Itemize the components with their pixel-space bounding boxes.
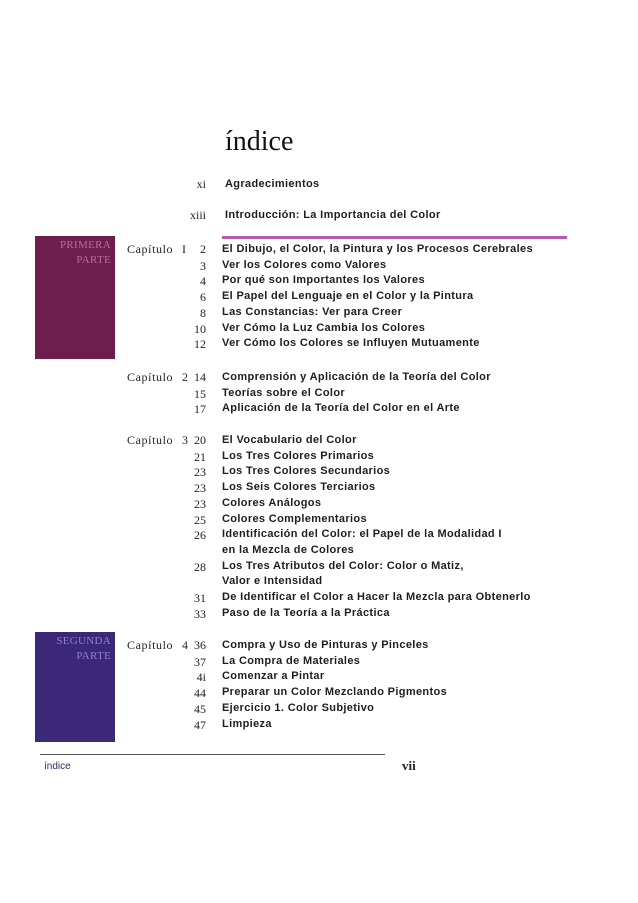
toc-entry: Limpieza bbox=[222, 717, 272, 730]
toc-page-number: 33 bbox=[194, 606, 206, 621]
chapter-number: 4 bbox=[182, 638, 189, 652]
toc-page-number: 8 bbox=[200, 305, 206, 320]
toc-entry: Ver Cómo la Luz Cambia los Colores bbox=[222, 321, 426, 334]
toc-page-number: 28 bbox=[194, 559, 206, 574]
toc-page-number: 6 bbox=[200, 290, 206, 305]
toc-entry: Colores Complementarios bbox=[222, 512, 367, 525]
toc-page-number: 23 bbox=[194, 481, 206, 496]
chapter-label: Capítulo bbox=[127, 370, 174, 384]
toc-entry: Identificación del Color: el Papel de la Modalidad I bbox=[222, 528, 502, 541]
toc-entry: Los Tres Atributos del Color: Color o Matiz, bbox=[222, 559, 464, 572]
toc-entry: Ver los Colores como Valores bbox=[222, 258, 387, 271]
toc-page-number: 15 bbox=[194, 386, 206, 401]
toc-page-number: 23 bbox=[194, 465, 206, 480]
toc-page-number: 17 bbox=[194, 402, 206, 417]
chapter-number: 2 bbox=[182, 370, 189, 384]
toc-page-number: 45 bbox=[194, 701, 206, 716]
toc-page-number: 26 bbox=[194, 528, 206, 543]
toc-entry: Paso de la Teoría a la Práctica bbox=[222, 606, 390, 619]
footer-section-label: índice bbox=[44, 761, 71, 772]
toc-entry-continuation: Valor e Intensidad bbox=[222, 575, 323, 588]
chapter-number: 3 bbox=[182, 433, 189, 447]
toc-entry: Los Seis Colores Terciarios bbox=[222, 481, 376, 494]
chapter-label: Capítulo bbox=[127, 638, 174, 652]
toc-page-number: 20 bbox=[194, 433, 206, 447]
toc-entry: Agradecimientos bbox=[225, 178, 320, 190]
chapter-label: Capítulo bbox=[127, 433, 174, 447]
toc-page-number: 10 bbox=[194, 321, 206, 336]
footer-page-number: vii bbox=[402, 758, 416, 773]
toc-page-number: 36 bbox=[194, 638, 206, 652]
toc-page-number: 23 bbox=[194, 496, 206, 511]
toc-entry: Por qué son Importantes los Valores bbox=[222, 274, 425, 287]
toc-entry: Comprensión y Aplicación de la Teoría del Color bbox=[222, 371, 491, 383]
toc-page-number: 12 bbox=[194, 337, 206, 352]
toc-entry: Teorías sobre el Color bbox=[222, 386, 346, 399]
toc-entry: El Dibujo, el Color, la Pintura y los Procesos Cerebrales bbox=[222, 243, 533, 255]
part-color-block bbox=[35, 236, 115, 359]
toc-entry: El Papel del Lenguaje en el Color y la Pintura bbox=[222, 290, 474, 303]
toc-entry: La Compra de Materiales bbox=[222, 654, 361, 667]
toc-page-number: xiii bbox=[189, 208, 206, 222]
toc-page-number: 4 bbox=[200, 274, 206, 289]
toc-page-number: 14 bbox=[194, 370, 206, 384]
part-label-line2: PARTE bbox=[76, 254, 111, 266]
toc-page-number: 44 bbox=[194, 686, 206, 701]
page-title: índice bbox=[225, 126, 294, 157]
toc-entry: Introducción: La Importancia del Color bbox=[225, 209, 441, 221]
toc-page-number: 2 bbox=[200, 242, 206, 256]
toc-entry: Las Constancias: Ver para Creer bbox=[222, 305, 403, 318]
toc-entry: Los Tres Colores Secundarios bbox=[222, 465, 391, 478]
part-label-line1: PRIMERA bbox=[60, 239, 111, 251]
footer-rule bbox=[40, 754, 385, 755]
toc-entry: Ejercicio 1. Color Subjetivo bbox=[222, 701, 375, 714]
toc-entry: Colores Análogos bbox=[222, 496, 322, 509]
toc-entry: Aplicación de la Teoría del Color en el Arte bbox=[222, 402, 460, 415]
toc-entry: El Vocabulario del Color bbox=[222, 434, 357, 446]
part-label-line2: PARTE bbox=[76, 650, 111, 662]
toc-page-number: 47 bbox=[194, 717, 206, 732]
part-color-block bbox=[35, 632, 115, 742]
toc-page-number: 4i bbox=[196, 670, 206, 685]
toc-page-number: 37 bbox=[194, 654, 206, 669]
toc-page-number: 25 bbox=[194, 512, 206, 527]
chapter-number: I bbox=[182, 242, 187, 256]
part-label bbox=[60, 238, 111, 268]
toc-page-number: 3 bbox=[200, 258, 206, 273]
toc-page-number: xi bbox=[196, 177, 206, 191]
toc-entry: Preparar un Color Mezclando Pigmentos bbox=[222, 686, 448, 699]
toc-page-number: 21 bbox=[194, 449, 206, 464]
toc-entry-continuation: en la Mezcla de Colores bbox=[222, 543, 355, 556]
toc-entry: De Identificar el Color a Hacer la Mezcla para Obtenerlo bbox=[222, 591, 531, 603]
section-rule bbox=[222, 236, 567, 239]
toc-entry: Comenzar a Pintar bbox=[222, 670, 325, 683]
toc-entry: Compra y Uso de Pinturas y Pinceles bbox=[222, 639, 429, 651]
toc-entry: Los Tres Colores Primarios bbox=[222, 449, 375, 462]
part-label-line1: SEGUNDA bbox=[56, 635, 111, 647]
toc-entry: Ver Cómo los Colores se Influyen Mutuamente bbox=[222, 337, 480, 350]
part-label bbox=[56, 634, 111, 664]
toc-page-number: 31 bbox=[194, 591, 206, 605]
chapter-label: Capítulo bbox=[127, 242, 174, 256]
